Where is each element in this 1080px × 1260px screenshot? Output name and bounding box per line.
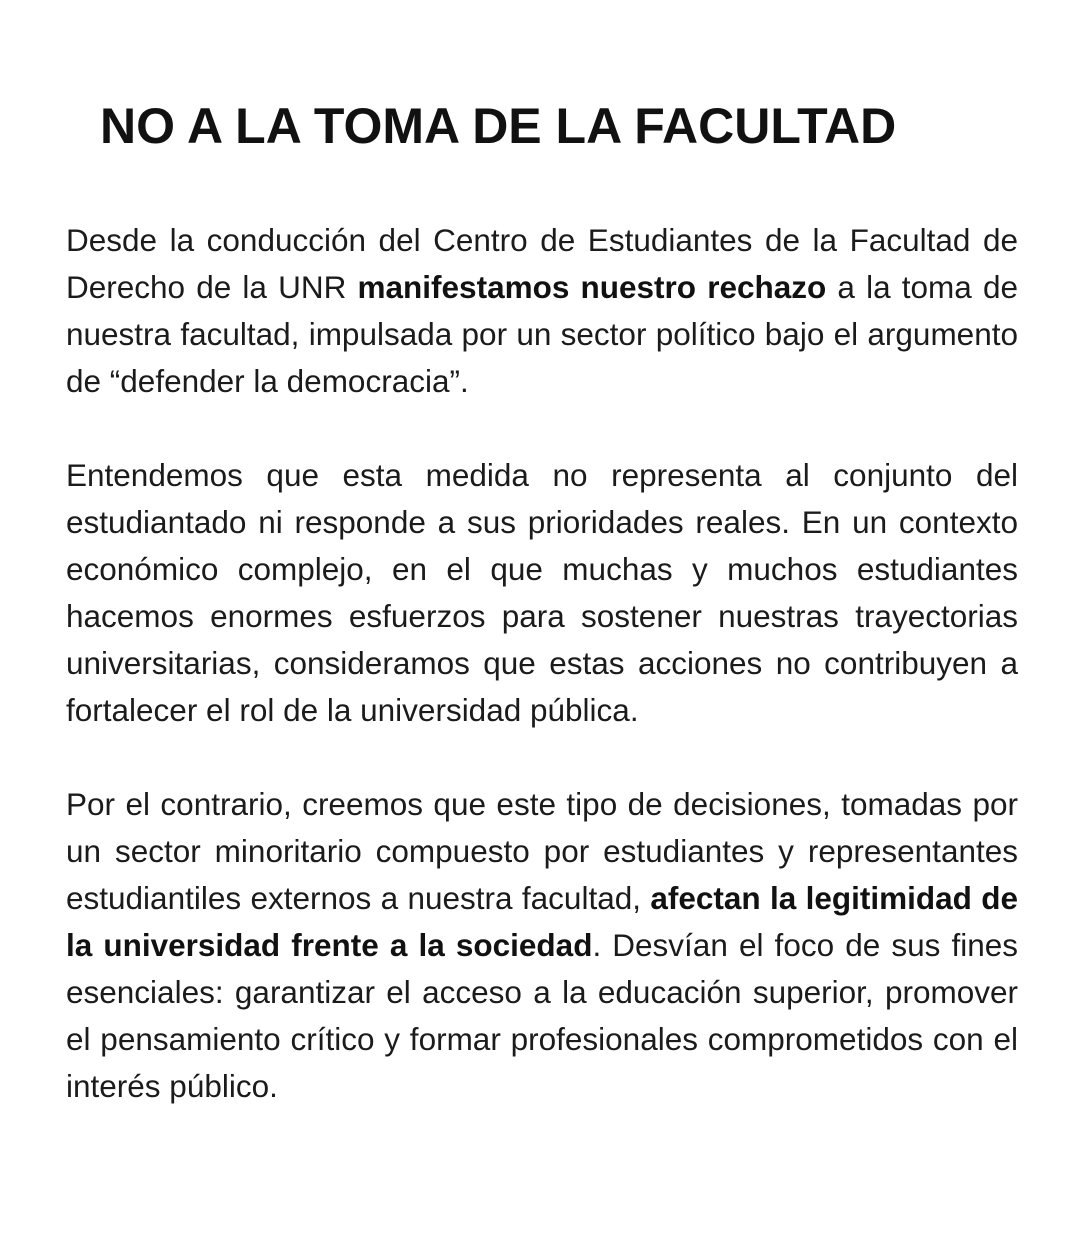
paragraph-1-text-start: Desde la conducción del Centro de Estudiantes de la Facultad de Derecho de la UNR: [66, 222, 1018, 305]
document-page: [66, 0, 1018, 1110]
paragraph-1-emphasis: manifestamos nuestro rechazo: [357, 269, 827, 305]
paragraph-2: Entendemos que esta medida no representa al conjunto del estudiantado ni responde a sus prioridades reales. En un contexto económico complejo, en el que muchas y muchos estudiantes hacemos enormes esfuerzos para sostener nuestras trayectorias universitarias, consideramos que estas acciones no contribuyen a fortalecer el rol de la universidad pública.: [66, 457, 1018, 728]
paragraph-1-text-end: a la toma de nuestra facultad, impulsada por un sector político bajo el argumento de “defender la democracia”.: [66, 269, 1019, 399]
paragraph-3: [66, 781, 1018, 1110]
paragraph-1: [66, 217, 1018, 405]
document-title: NO A LA TOMA DE LA FACULTAD: [100, 98, 897, 154]
paragraph-3-text-start: Por el contrario, creemos que este tipo de decisiones, tomadas por un sector minoritario compuesto por estudiantes y representantes estudiantiles externos a nuestra facultad,: [66, 786, 1018, 916]
paragraph-3-emphasis: afectan la legitimidad de la universidad frente a la sociedad: [66, 880, 1018, 963]
paragraph-3-text-end: . Desvían el foco de sus fines esenciales: garantizar el acceso a la educación superior, promover el pensamiento crítico y formar profesionales comprometidos con el interés público.: [66, 927, 1018, 1104]
